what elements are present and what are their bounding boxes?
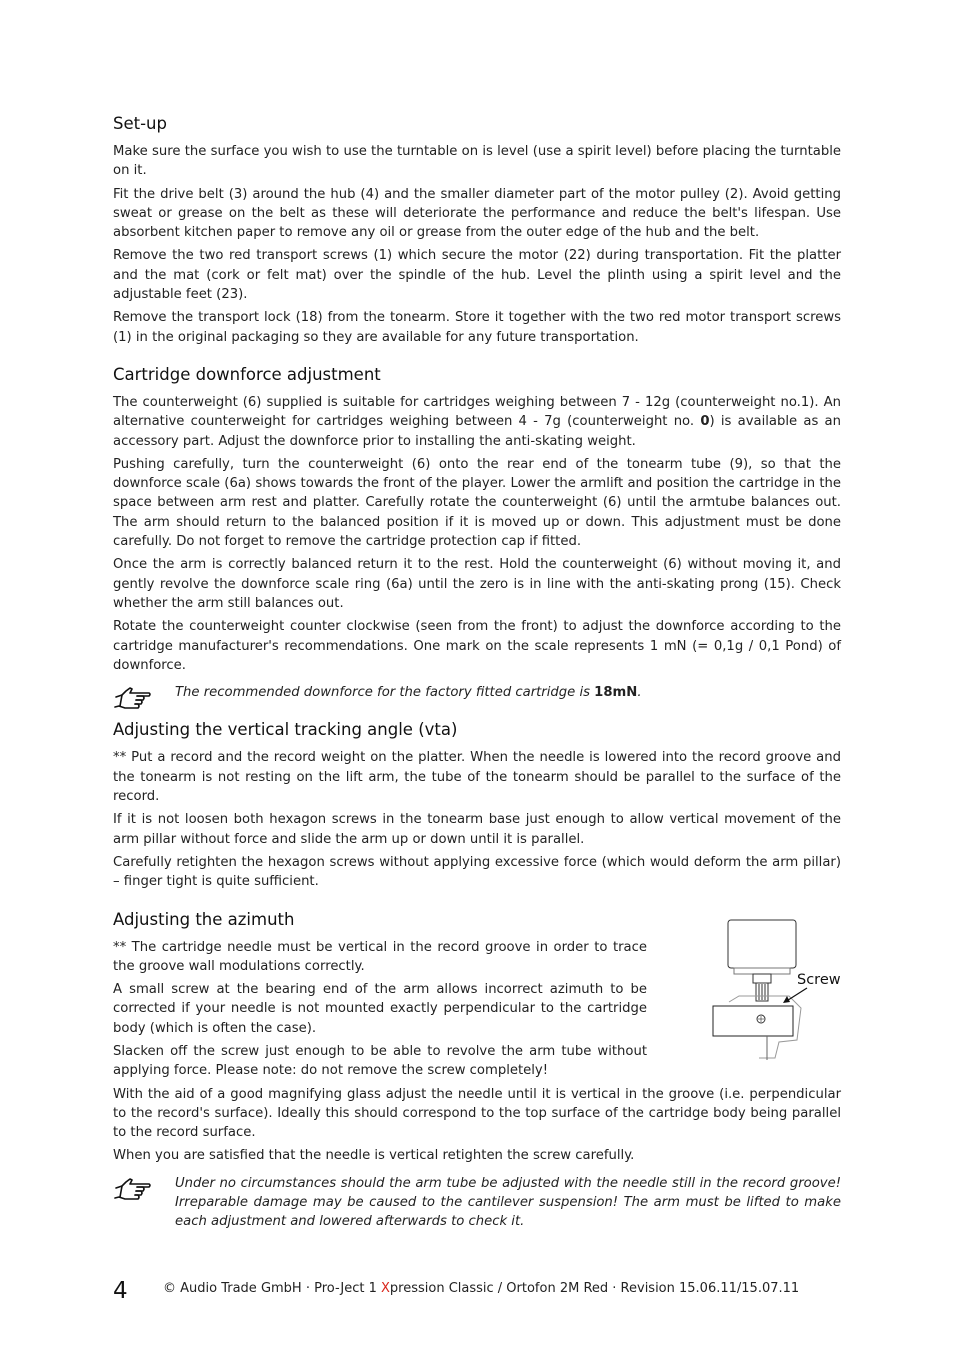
footer-text-end: pression Classic / Ortofon 2M Red · Revision 15.06.11/15.07.11 <box>389 1281 800 1296</box>
setup-paragraph-1: Make sure the surface you wish to use the turntable on is level (use a spirit level) before placing the turntable on it. <box>113 144 841 179</box>
setup-paragraph-2: Fit the drive belt (3) around the hub (4) and the smaller diameter part of the motor pulley (2). Avoid getting sweat or grease on the belt as these will deteriorate the performance and reduce the belt's lifespan. Use absorbent kitchen paper to remove any oil or grease from the outer edge of the hub and the belt. <box>113 186 841 241</box>
downforce-note-text <box>175 683 841 702</box>
downforce-p1-part-c: ) is available as an accessory part. Adjust the downforce prior to installing the anti-skating weight. <box>113 414 841 449</box>
azimuth-note <box>113 1174 841 1232</box>
setup-paragraph-4: Remove the transport lock (18) from the tonearm. Store it together with the two red motor transport screws (1) in the original packaging so they are available for any future transportation. <box>113 310 841 345</box>
page-number: 4 <box>113 1278 128 1304</box>
downforce-paragraph-2: Pushing carefully, turn the counterweight (6) onto the rear end of the tonearm tube (9), so that the downforce scale (6a) shows towards the front of the player. Lower the armlift and position the cartridge in the space between arm rest and platter. Carefully rotate the counterweight (6) until the armtube balances out. The arm should return to the balanced position if it is moved up or down. This adjustment must be done carefully. Do not forget to remove the cartridge protection cap if fitted. <box>113 456 841 550</box>
downforce-paragraph-4: Rotate the counterweight counter clockwise (seen from the front) to adjust the downforce according to the cartridge manufacturer's recommendations. One mark on the scale represents 1 mN (= 0,1g / 0,1 Pond) of downforce. <box>113 619 841 673</box>
counterweight-number: 0 <box>700 414 710 430</box>
screw-label: Screw <box>797 971 841 988</box>
section-downforce <box>113 363 841 702</box>
note-sentence: The recommended downforce for the factory fitted cartridge is <box>175 685 595 701</box>
vta-paragraph-1: ** Put a record and the record weight on the platter. When the needle is lowered into the record groove and the tonearm is not resting on the lift arm, the tube of the tonearm should be parallel to the surface of the record. <box>113 750 841 805</box>
azimuth-paragraph-3: Slacken off the screw just enough to be able to revolve the arm tube without applying force. Please note: do not remove the screw completely! <box>113 1043 647 1079</box>
downforce-paragraph-3: Once the arm is correctly balanced return it to the rest. Hold the counterweight (6) without moving it, and gently revolve the downforce scale ring (6a) until the zero is in line with the anti-skating prong (15). Check whether the arm still balances out. <box>113 557 841 611</box>
vta-paragraph-3: Carefully retighten the hexagon screws without applying excessive force (which would deform the arm pillar) – finger tight is quite sufficient. <box>113 854 841 890</box>
heading-downforce: Cartridge downforce adjustment <box>113 364 381 384</box>
setup-paragraph-3: Remove the two red transport screws (1) which secure the motor (22) during transportation. Fit the platter and the mat (cork or felt mat) over the spindle of the hub. Level the plinth using a spirit level and the adjustable feet (23). <box>113 248 841 303</box>
azimuth-text-column <box>113 938 647 1081</box>
document-page <box>113 112 841 1248</box>
page-footer <box>113 1276 853 1308</box>
footer-copyright <box>163 1281 799 1296</box>
downforce-note <box>113 683 841 702</box>
azimuth-paragraph-2: A small screw at the bearing end of the arm allows incorrect azimuth to be corrected if your needle is not mounted exactly perpendicular to the cartridge body (which is often the case). <box>113 982 647 1036</box>
heading-azimuth: Adjusting the azimuth <box>113 909 295 929</box>
section-setup <box>113 112 841 347</box>
azimuth-paragraph-5: When you are satisfied that the needle is vertical retighten the screw carefully. <box>113 1148 635 1164</box>
heading-vta: Adjusting the vertical tracking angle (vta) <box>113 720 458 740</box>
recommended-downforce-value: 18mN <box>594 685 638 701</box>
downforce-p1-part-a: The counterweight (6) supplied is suitable for cartridges weighing between 7 - 12g (counterweight no.1). An alternative counterweight for cartridges weighing between 4 - 7g (counterweight no. <box>113 394 841 430</box>
heading-setup: Set-up <box>113 114 167 133</box>
footer-red-x: X <box>381 1281 390 1296</box>
azimuth-screw-diagram <box>709 918 843 1068</box>
vta-paragraph-2: If it is not loosen both hexagon screws in the tonearm base just enough to allow vertical movement of the arm pillar without force and slide the arm up or down until it is parallel. <box>113 812 841 847</box>
azimuth-paragraph-1: ** The cartridge needle must be vertical in the record groove in order to trace the groove wall modulations correctly. <box>113 939 647 974</box>
downforce-paragraph-1 <box>113 393 841 451</box>
azimuth-paragraph-4: With the aid of a good magnifying glass adjust the needle until it is vertical in the groove (i.e. perpendicular to the record's surface). Ideally this should correspond to the top surface of the cartridge body being parallel to the record surface. <box>113 1086 841 1141</box>
note-period: . <box>637 685 642 701</box>
pointing-hand-icon <box>113 685 153 711</box>
pointing-hand-icon <box>113 1176 153 1202</box>
footer-text-start: © Audio Trade GmbH · Pro-Ject 1 <box>163 1281 381 1296</box>
azimuth-note-text: Under no circumstances should the arm tube be adjusted with the needle still in the record groove! Irreparable damage may be caused to the cantilever suspension! The arm must be lifted to make each adjustment and lowered afterwards to check it. <box>175 1175 841 1230</box>
section-azimuth <box>113 908 841 1232</box>
section-vta <box>113 718 841 891</box>
